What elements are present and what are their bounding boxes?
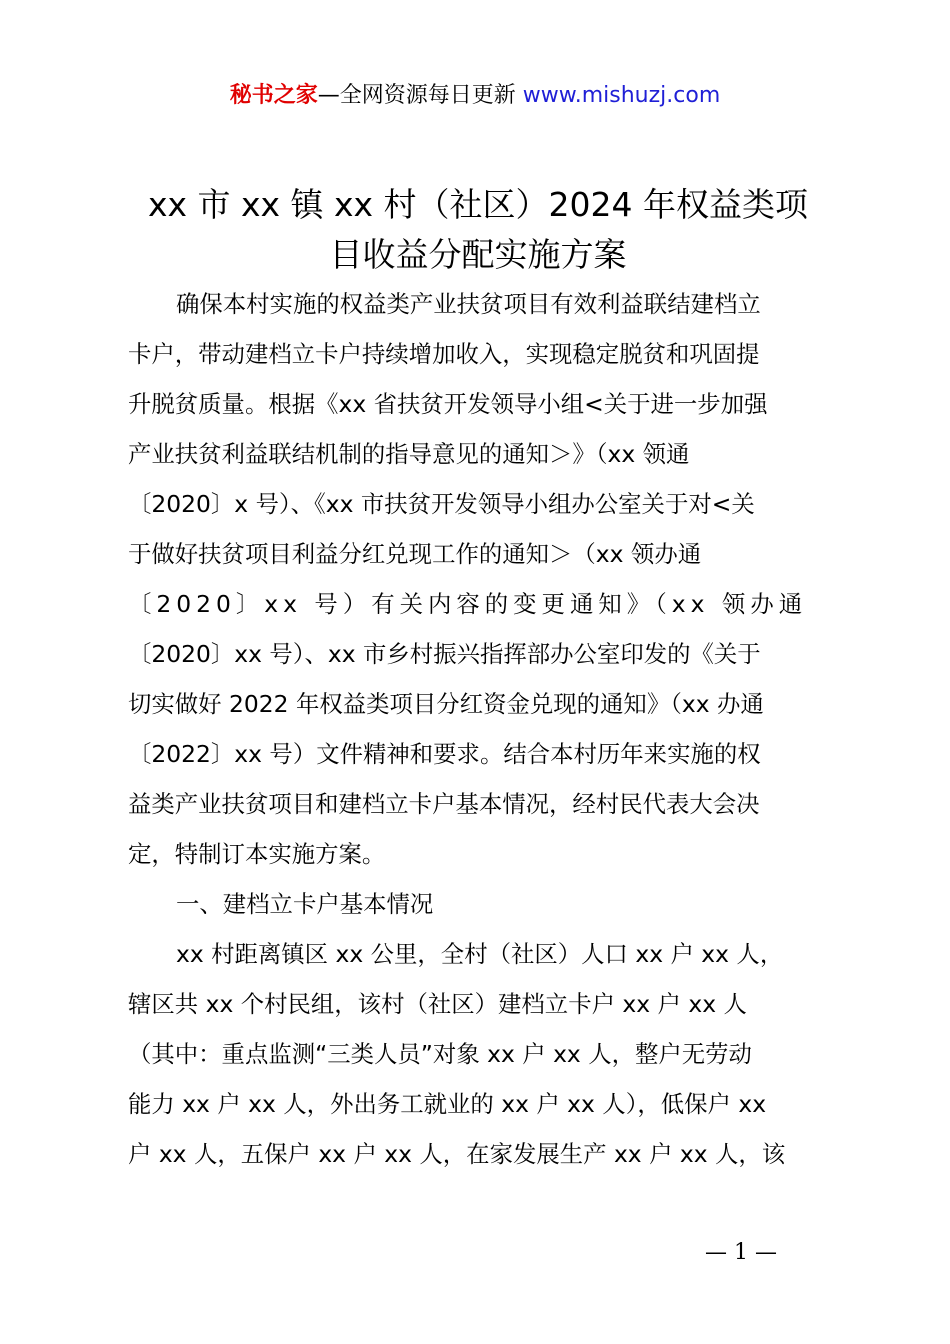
body-line: （其中：重点监测“三类人员”对象 xx 户 xx 人，整户无劳动	[128, 1040, 752, 1068]
body-line: 产业扶贫利益联结机制的指导意见的通知＞》（xx 领通	[128, 440, 690, 468]
body-line: 切实做好 2022 年权益类项目分红资金兑现的通知》（xx 办通	[128, 690, 764, 718]
document-body	[128, 279, 833, 1179]
site-header	[0, 80, 950, 112]
body-line: 户 xx 人，五保户 xx 户 xx 人，在家发展生产 xx 户 xx 人，该	[128, 1140, 786, 1168]
body-line: 定，特制订本实施方案。	[128, 840, 386, 868]
body-line: 〔2020〕x 号）、《xx 市扶贫开发领导小组办公室关于对<关	[128, 490, 755, 518]
body-line: 升脱贫质量。根据《xx 省扶贫开发领导小组<关于进一步加强	[128, 390, 768, 418]
body-line: 于做好扶贫项目利益分红兑现工作的通知＞（xx 领办通	[128, 540, 702, 568]
body-line: 能力 xx 户 xx 人，外出务工就业的 xx 户 xx 人），低保户 xx	[128, 1090, 767, 1118]
title-line: xx 市 xx 镇 xx 村（社区）2024 年权益类项	[147, 185, 809, 224]
body-line: 卡户，带动建档立卡户持续增加收入，实现稳定脱贫和巩固提	[128, 340, 760, 368]
site-brand[interactable]: 秘书之家	[229, 83, 318, 108]
body-line: 〔2022〕xx 号）文件精神和要求。结合本村历年来实施的权	[128, 740, 761, 768]
section-heading: 一、建档立卡户基本情况	[176, 890, 434, 918]
body-line: 益类产业扶贫项目和建档立卡户基本情况，经村民代表大会决	[128, 790, 760, 818]
document-title	[128, 180, 828, 280]
site-url-link[interactable]: www.mishuzj.com	[522, 83, 721, 108]
title-line: 目收益分配实施方案	[329, 235, 627, 274]
body-line: xx 村距离镇区 xx 公里，全村（社区）人口 xx 户 xx 人，	[176, 940, 784, 968]
body-line: 〔2020〕xx 号）有关内容的变更通知》（xx 领办通	[128, 590, 808, 618]
body-line: 辖区共 xx 个村民组，该村（社区）建档立卡户 xx 户 xx 人	[128, 990, 747, 1018]
body-line: 〔2020〕xx 号）、xx 市乡村振兴指挥部办公室印发的《关于	[128, 640, 761, 668]
site-tagline: —全网资源每日更新	[317, 83, 516, 108]
body-line: 确保本村实施的权益类产业扶贫项目有效利益联结建档立	[176, 290, 761, 318]
page-number: — 1 —	[705, 1240, 777, 1265]
